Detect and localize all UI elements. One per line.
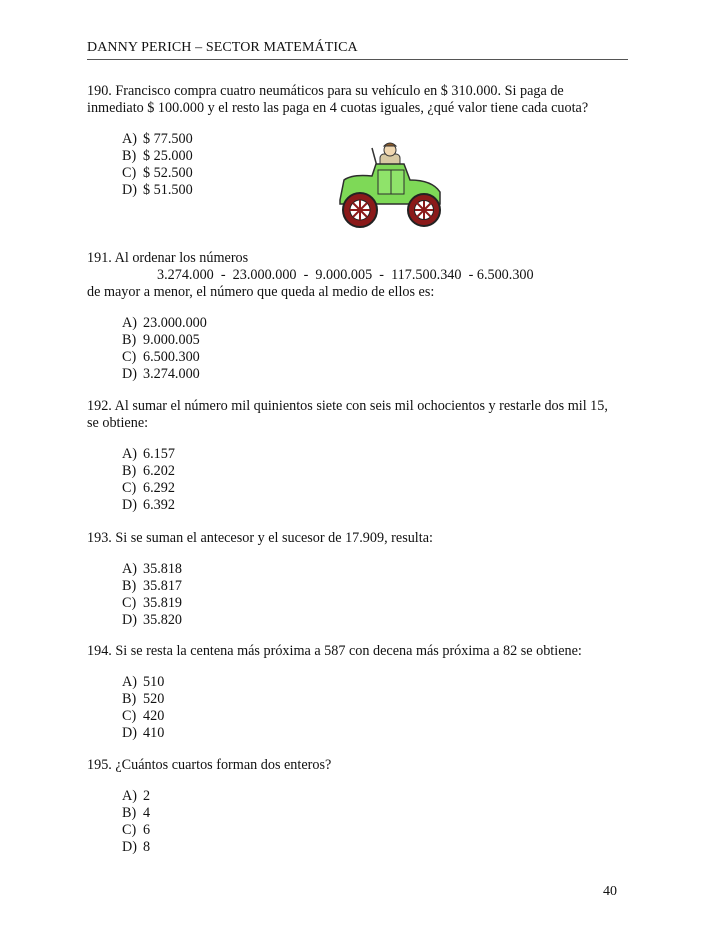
option-c: C) 6.292 [122,480,175,496]
question-text-line: 195. ¿Cuántos cuartos forman dos enteros? [87,757,332,773]
option-a: A) 23.000.000 [122,315,207,331]
option-c: C) 6 [122,822,151,838]
option-c: C) $ 52.500 [122,165,193,181]
option-c: C) 6.500.300 [122,349,200,365]
option-b: B) 520 [122,691,165,707]
page-number: 40 [603,884,617,899]
number-sequence: 3.274.000 - 23.000.000 - 9.000.005 - 117.500.340 - 6.500.300 [157,267,534,283]
options-list [87,315,632,383]
question-text-line: 193. Si se suman el antecesor y el sucesor de 17.909, resulta: [87,530,433,546]
option-d: D) 410 [122,725,165,741]
option-d: D) 3.274.000 [122,366,200,382]
question-text-line: se obtiene: [87,415,149,431]
page-header: DANNY PERICH – SECTOR MATEMÁTICA [87,40,628,60]
options-list [87,446,632,514]
option-b: B) 9.000.005 [122,332,200,348]
question-text-line: 191. Al ordenar los números [87,250,249,266]
option-a: A) 6.157 [122,446,175,462]
question-193 [87,530,632,629]
option-b: B) 4 [122,805,151,821]
option-b: B) $ 25.000 [122,148,193,164]
question-text-line: 192. Al sumar el número mil quinientos siete con seis mil ochocientos y restarle dos mil 15, [87,398,608,414]
option-d: D) 35.820 [122,612,183,628]
question-text-line: 190. Francisco compra cuatro neumáticos para su vehículo en $ 310.000. Si paga de [87,83,564,99]
option-b: B) 35.817 [122,578,183,594]
options-list [87,674,632,742]
options-list [87,788,632,856]
option-c: C) 35.819 [122,595,183,611]
option-a: A) $ 77.500 [122,131,193,147]
options-list [87,561,632,629]
question-194 [87,643,632,742]
question-text-line: de mayor a menor, el número que queda al medio de ellos es: [87,284,435,300]
option-d: D) $ 51.500 [122,182,193,198]
option-a: A) 510 [122,674,165,690]
question-195 [87,757,632,856]
question-text-line: 194. Si se resta la centena más próxima a 587 con decena más próxima a 82 se obtiene: [87,643,582,659]
option-b: B) 6.202 [122,463,175,479]
question-text-line: inmediato $ 100.000 y el resto las paga en 4 cuotas iguales, ¿qué valor tiene cada cuota? [87,100,589,116]
option-c: C) 420 [122,708,165,724]
option-d: D) 6.392 [122,497,175,513]
question-192 [87,398,632,514]
option-a: A) 35.818 [122,561,183,577]
question-191 [87,250,632,383]
vintage-car-icon [332,140,447,232]
option-d: D) 8 [122,839,151,855]
option-a: A) 2 [122,788,151,804]
